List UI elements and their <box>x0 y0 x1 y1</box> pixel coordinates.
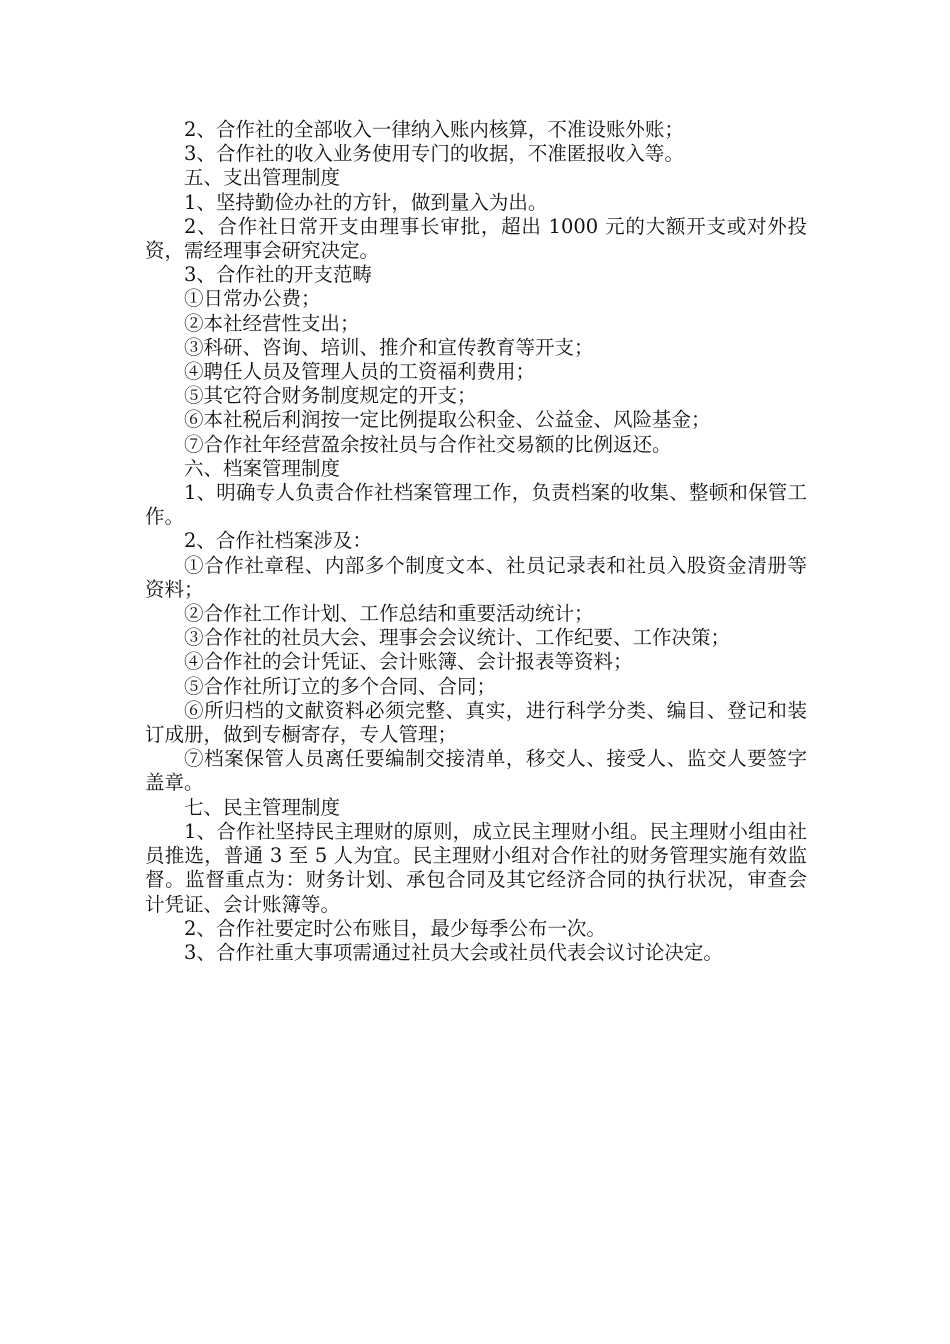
section-heading-archives: 六、档案管理制度 <box>184 456 341 480</box>
list-item: ⑦档案保管人员离任要编制交接清单，移交人、接受人、监交人要签字盖章。 <box>145 747 807 795</box>
list-item: ⑦合作社年经营盈余按社员与合作社交易额的比例返还。 <box>184 432 672 456</box>
paragraph-democratic-2: 2、合作社要定时公布账目，最少每季公布一次。 <box>184 916 606 940</box>
list-item: ①合作社章程、内部多个制度文本、社员记录表和社员入股资金清册等资料； <box>145 553 807 601</box>
section-heading-democratic: 七、民主管理制度 <box>184 795 341 819</box>
list-item: ③合作社的社员大会、理事会会议统计、工作纪要、工作决策； <box>184 626 731 650</box>
paragraph-expenditure-3: 3、合作社的开支范畴 <box>184 263 372 287</box>
paragraph-income-receipts: 3、合作社的收入业务使用专门的收据，不准匿报收入等。 <box>184 142 684 166</box>
list-item: ①日常办公费； <box>184 287 321 311</box>
section-heading-expenditure: 五、支出管理制度 <box>184 166 341 190</box>
list-item: ③科研、咨询、培训、推介和宣传教育等开支； <box>184 335 594 359</box>
list-item: ②合作社工作计划、工作总结和重要活动统计； <box>184 602 594 626</box>
list-item: ⑥所归档的文献资料必须完整、真实，进行科学分类、编目、登记和装订成册，做到专橱寄存，专人管理； <box>145 698 807 747</box>
paragraph-democratic-1: 1、合作社坚持民主理财的原则，成立民主理财小组。民主理财小组由社员推选，普通 3 至 5 人为宜。民主理财小组对合作社的财务管理实施有效监督。监督重点为：财务计划、承包合同及其它经济合同的执行状况，审查会计凭证、会计账簿等。 <box>145 819 807 916</box>
list-item: ④合作社的会计凭证、会计账簿、会计报表等资料； <box>184 650 633 674</box>
paragraph-expenditure-2: 2、合作社日常开支由理事长审批，超出 1000 元的大额开支或对外投资，需经理事会研究决定。 <box>145 214 807 263</box>
list-item: ⑤合作社所订立的多个合同、合同； <box>184 674 497 698</box>
paragraph-democratic-3: 3、合作社重大事项需通过社员大会或社员代表会议讨论决定。 <box>184 940 723 964</box>
list-item: ④聘任人员及管理人员的工资福利费用； <box>184 360 536 384</box>
paragraph-income-all: 2、合作社的全部收入一律纳入账内核算，不准设账外账； <box>184 118 684 141</box>
paragraph-archives-2: 2、合作社档案涉及： <box>184 529 372 553</box>
paragraph-archives-1: 1、明确专人负责合作社档案管理工作，负责档案的收集、整顿和保管工作。 <box>145 481 807 529</box>
paragraph-expenditure-1: 1、坚持勤俭办社的方针，做到量入为出。 <box>184 190 548 214</box>
list-item: ⑥本社税后利润按一定比例提取公积金、公益金、风险基金； <box>184 408 711 432</box>
list-item: ②本社经营性支出； <box>184 311 360 335</box>
document-page <box>145 118 807 965</box>
list-item: ⑤其它符合财务制度规定的开支； <box>184 384 477 408</box>
